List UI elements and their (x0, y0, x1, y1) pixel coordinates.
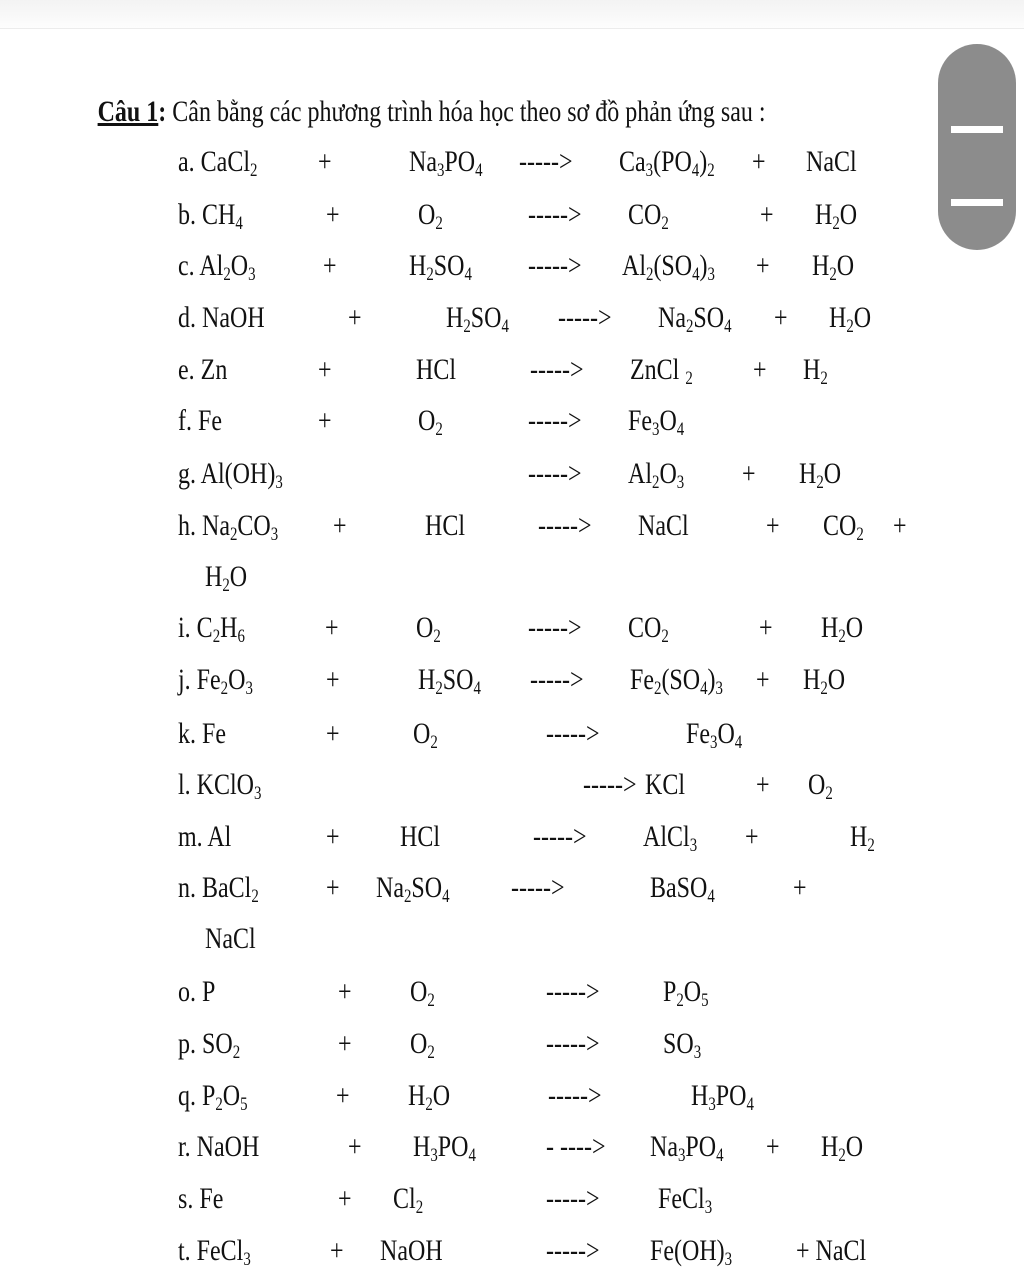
reaction-i-term-3: $O_2$ (416, 611, 441, 648)
reaction-r-term-2: + (348, 1130, 362, 1163)
reaction-p-term-4: -----> (546, 1027, 600, 1060)
reaction-c-term-6: + (756, 249, 770, 282)
reaction-r-term-3: $H_3PO_4$ (413, 1130, 476, 1167)
reaction-b-term-6: + (760, 198, 774, 231)
reaction-q-term-4: -----> (548, 1079, 602, 1112)
reaction-q-term-3: $H_2O$ (408, 1079, 451, 1116)
reaction-j-term-3: $H_2SO_4$ (418, 663, 481, 700)
reaction-b-term-1: b. $CH_4$ (178, 198, 243, 235)
reaction-b-term-5: $CO_2$ (628, 198, 669, 235)
reaction-k-term-3: $O_2$ (413, 717, 438, 754)
reaction-h-term-3: HCl (425, 509, 466, 542)
reaction-p-term-5: $SO_3$ (663, 1027, 702, 1064)
reaction-r-term-5: $Na_3PO_4$ (650, 1130, 724, 1167)
handle-grip-line-bottom (951, 199, 1003, 206)
reaction-h-term-1: h. $Na_2CO_3$ (178, 509, 279, 546)
reaction-h-term-2: + (333, 509, 347, 542)
reaction-d-term-4: -----> (558, 301, 612, 334)
reaction-e-term-1: e. Zn (178, 353, 228, 386)
scroll-handle[interactable] (938, 44, 1016, 250)
reaction-f-term-3: $O_2$ (418, 404, 443, 441)
reaction-t-term-6: + NaCl (796, 1234, 867, 1267)
reaction-i-term-7: $H_2O$ (821, 611, 864, 648)
reaction-b-term-2: + (326, 198, 340, 231)
reaction-e-term-2: + (318, 353, 332, 386)
reaction-e-term-3: HCl (416, 353, 457, 386)
question-title (98, 92, 766, 132)
reaction-i-term-6: + (759, 611, 773, 644)
reaction-c-term-5: $Al_2(SO_4)_3$ (622, 249, 715, 286)
reaction-o-term-4: -----> (546, 975, 600, 1008)
reaction-i-term-1: i. $C_2H_6$ (178, 611, 245, 648)
reaction-n-term-2: + (326, 871, 340, 904)
reaction-c-term-2: + (323, 249, 337, 282)
reaction-s-term-2: + (338, 1182, 352, 1215)
handle-grip-line-top (951, 126, 1003, 133)
reaction-d-term-6: + (774, 301, 788, 334)
reaction-a-term-1: a. CaCl$_2$ (178, 145, 258, 182)
reaction-t-term-2: + (330, 1234, 344, 1267)
reaction-b-term-7: $H_2O$ (815, 198, 858, 235)
reaction-l-term-3: KCl (645, 768, 686, 801)
reaction-k-term-5: $Fe_3O_4$ (686, 717, 743, 754)
reaction-j-term-5: $Fe_2(SO_4)_3$ (630, 663, 723, 700)
reaction-f-term-2: + (318, 404, 332, 437)
reaction-c-term-1: c. $Al_2O_3$ (178, 249, 256, 286)
reaction-o-term-1: o. P (178, 975, 216, 1008)
reaction-m-term-1: m. Al (178, 820, 232, 853)
reaction-q-term-5: $H_3PO_4$ (691, 1079, 754, 1116)
reaction-g-term-5: $H_2O$ (799, 457, 842, 494)
reaction-p-term-3: $O_2$ (410, 1027, 435, 1064)
reaction-d-term-7: $H_2O$ (829, 301, 872, 338)
reaction-q-term-1: q. $P_2O_5$ (178, 1079, 248, 1116)
reaction-d-term-5: $Na_2SO_4$ (658, 301, 732, 338)
reaction-a-term-7: NaCl (806, 145, 857, 178)
reaction-b-term-3: $O_2$ (418, 198, 443, 235)
reaction-a-term-6: + (752, 145, 766, 178)
question-number: Câu 1 (97, 95, 159, 128)
reaction-t-term-3: NaOH (380, 1234, 443, 1267)
reaction-m-term-2: + (326, 820, 340, 853)
reaction-m-term-3: HCl (400, 820, 441, 853)
reaction-n-term-5: BaSO$_4$ (650, 871, 715, 908)
reaction-d-term-3: $H_2SO_4$ (446, 301, 509, 338)
reaction-h-term-4: -----> (538, 509, 592, 542)
reaction-g-term-4: + (742, 457, 756, 490)
reaction-t-term-5: $Fe(OH)_3$ (650, 1234, 733, 1271)
reaction-s-term-3: $Cl_2$ (393, 1182, 424, 1219)
reaction-h-term-5: NaCl (638, 509, 689, 542)
reaction-l-term-4: + (756, 768, 770, 801)
reaction-p-term-1: p. $SO_2$ (178, 1027, 241, 1064)
reaction-i-term-4: -----> (528, 611, 582, 644)
reaction-c-term-4: -----> (528, 249, 582, 282)
reaction-n-term-7: NaCl (205, 922, 256, 955)
reaction-h-term-9: $H_2O$ (205, 560, 248, 597)
reaction-g-term-3: $Al_2O_3$ (628, 457, 685, 494)
reaction-d-term-1: d. NaOH (178, 301, 265, 334)
question-instruction: Cân bằng các phương trình hóa học theo sơ đồ phản ứng sau : (166, 95, 766, 128)
reaction-a-term-3: $Na_3PO_4$ (409, 145, 483, 182)
question-colon: : (158, 95, 167, 128)
reaction-h-term-6: + (766, 509, 780, 542)
reaction-r-term-7: $H_2O$ (821, 1130, 864, 1167)
reaction-o-term-3: $O_2$ (410, 975, 435, 1012)
reaction-j-term-4: -----> (530, 663, 584, 696)
reaction-s-term-5: FeCl$_3$ (658, 1182, 713, 1219)
reaction-j-term-1: j. $Fe_2O_3$ (178, 663, 253, 700)
reaction-f-term-4: -----> (528, 404, 582, 437)
reaction-e-term-7: $H_2$ (803, 353, 828, 390)
reaction-h-term-7: $CO_2$ (823, 509, 864, 546)
reaction-i-term-2: + (325, 611, 339, 644)
reaction-m-term-7: $H_2$ (850, 820, 875, 857)
reaction-l-term-2: -----> (583, 768, 637, 801)
reaction-q-term-2: + (336, 1079, 350, 1112)
reaction-n-term-3: $Na_2SO_4$ (376, 871, 450, 908)
reaction-l-term-5: $O_2$ (808, 768, 833, 805)
reaction-j-term-6: + (756, 663, 770, 696)
reaction-r-term-4: - ----> (546, 1130, 606, 1163)
reaction-e-term-4: -----> (530, 353, 584, 386)
reaction-k-term-1: k. Fe (178, 717, 226, 750)
reaction-g-term-2: -----> (528, 457, 582, 490)
reaction-p-term-2: + (338, 1027, 352, 1060)
reaction-c-term-7: $H_2O$ (812, 249, 855, 286)
reaction-a-term-4: -----> (519, 145, 573, 178)
reaction-f-term-5: $Fe_3O_4$ (628, 404, 685, 441)
reaction-n-term-1: n. BaCl$_2$ (178, 871, 259, 908)
reaction-j-term-7: $H_2O$ (803, 663, 846, 700)
reaction-a-term-2: + (318, 145, 332, 178)
reaction-n-term-6: + (793, 871, 807, 904)
reaction-t-term-4: -----> (546, 1234, 600, 1267)
reaction-g-term-1: g. $Al(OH)_3$ (178, 457, 283, 494)
reaction-m-term-5: AlCl$_3$ (643, 820, 698, 857)
reaction-h-term-8: + (893, 509, 907, 542)
reaction-a-term-5: $Ca_3(PO_4)_2$ (619, 145, 715, 182)
reaction-t-term-1: t. FeCl$_3$ (178, 1234, 251, 1271)
reaction-d-term-2: + (348, 301, 362, 334)
reaction-e-term-6: + (753, 353, 767, 386)
reaction-s-term-1: s. Fe (178, 1182, 224, 1215)
reaction-n-term-4: -----> (511, 871, 565, 904)
reaction-o-term-5: $P_2O_5$ (663, 975, 709, 1012)
reaction-r-term-6: + (766, 1130, 780, 1163)
reaction-o-term-2: + (338, 975, 352, 1008)
reaction-c-term-3: $H_2SO_4$ (409, 249, 472, 286)
reaction-j-term-2: + (326, 663, 340, 696)
reaction-k-term-2: + (326, 717, 340, 750)
reaction-s-term-4: -----> (546, 1182, 600, 1215)
reaction-r-term-1: r. NaOH (178, 1130, 260, 1163)
reaction-f-term-1: f. Fe (178, 404, 222, 437)
reaction-m-term-6: + (745, 820, 759, 853)
reaction-e-term-5: ZnCl $_2$ (630, 353, 693, 390)
reaction-i-term-5: $CO_2$ (628, 611, 669, 648)
reaction-b-term-4: -----> (528, 198, 582, 231)
reaction-l-term-1: l. KClO$_3$ (178, 768, 262, 805)
reaction-k-term-4: -----> (546, 717, 600, 750)
reaction-m-term-4: -----> (533, 820, 587, 853)
